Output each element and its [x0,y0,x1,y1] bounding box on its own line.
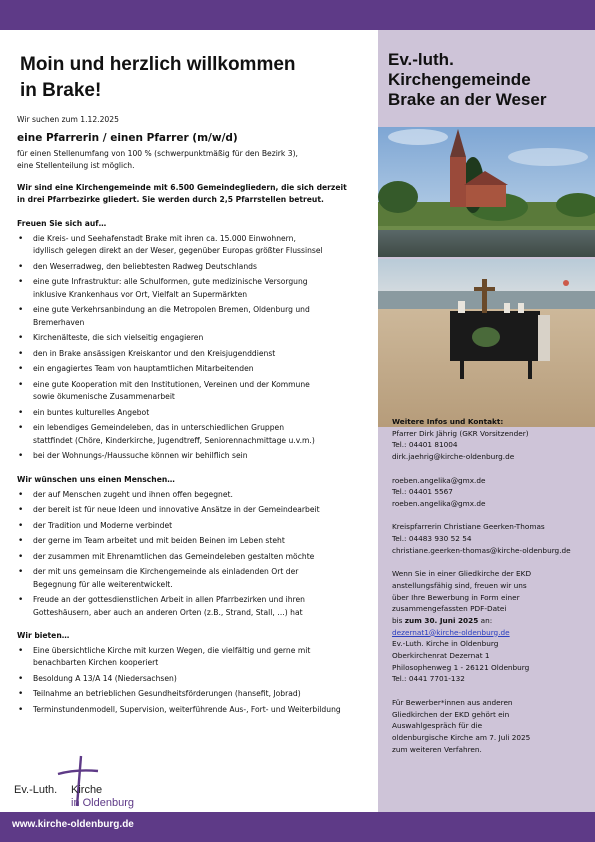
list-item-text: sowie ökumenische Zusammenarbeit [33,392,175,402]
contact-phone: Tel.: 04401 5567 [392,487,453,497]
list-item [17,450,373,463]
list-item-text: Freude an der gottesdienstlichen Arbeit in allen Pfarrbezirken und ihren [33,595,305,605]
intro-line: Wir sind eine Kirchengemeinde mit 6.500 Gemeindegliedern, die sich derzeit [17,182,347,192]
list-item-text: eine gute Kooperation mit den Institutionen, Vereinen und der Kommune [33,379,310,389]
list-item-text: Terminstundenmodell, Supervision, weiterführende Aus-, Fort- und Weiterbildung [33,704,341,714]
apply-text: an: [478,615,493,625]
offer-list [17,233,373,463]
wish-heading: Wir wünschen uns einen Menschen… [17,474,175,484]
list-item [17,673,373,686]
list-item-text: stattfindet (Chöre, Kinderkirche, Jugendtreff, Seniorennachmittage u.v.m.) [33,435,315,445]
note-text: Gliedkirchen der EKD gehört ein [392,709,510,719]
church-by-pond-photo [378,127,595,257]
address-line: Philosophenweg 1 - 26121 Oldenburg [392,662,530,672]
list-item [17,594,373,619]
list-item [17,645,373,670]
logo-text-3: in Oldenburg [71,797,134,809]
note-text: Auswahlgespräch für die [392,721,483,731]
list-item [17,566,373,591]
apply-text: Wenn Sie in einer Gliedkirche der EKD [392,569,532,579]
list-item [17,276,373,301]
list-item-text: Kirchenälteste, die sich vielseitig engagieren [33,333,204,343]
contact-block [392,416,592,755]
list-item-text: ein lebendiges Gemeindeleben, das in unterschiedlichen Gruppen [33,423,285,433]
list-item-text: den Weserradweg, den beliebtesten Radweg Deutschlands [33,261,257,271]
apply-text: bis [392,615,405,625]
intro-line: in drei Pfarrbezirke gliedert. Sie werden durch 2,5 Pfarrstellen betreut. [17,195,324,205]
seek-date: Wir suchen zum 1.12.2025 [17,115,119,124]
list-item-text: Teilnahme an betrieblichen Gesundheitsförderungen (hansefit, Jobrad) [33,689,301,699]
title-line-1: Moin und herzlich willkommen [20,54,296,75]
beach-altar-photo [378,259,595,427]
list-item [17,304,373,329]
list-item-text: der Tradition und Moderne verbindet [33,520,173,530]
scope-line: eine Stellenteilung ist möglich. [17,161,135,171]
list-item-text: der mit uns gemeinsam die Kirchengemeinde als einladenden Ort der [33,566,299,576]
list-item-text: den in Brake ansässigen Kreiskantor und den Kreisjugenddienst [33,348,276,358]
list-item [17,704,373,717]
sidebar [378,30,595,812]
address-line: Ev.-Luth. Kirche in Oldenburg [392,639,499,649]
contact-email[interactable]: roeben.angelika@gmx.de [392,475,486,485]
list-item-text: der zusammen mit Ehrenamtlichen das Gemeindeleben gestalten möchte [33,551,315,561]
list-item [17,535,373,548]
contact-phone: Tel.: 04401 81004 [392,440,458,450]
footer-website-link[interactable]: www.kirche-oldenburg.de [12,819,134,830]
contact-email[interactable]: christiane.geerken-thomas@kirche-oldenburg.de [392,545,571,555]
list-item [17,332,373,345]
apply-text: zusammengefassten PDF-Datei [392,604,507,614]
list-item-text: der auf Menschen zugeht und ihnen offen begegnet. [33,489,233,499]
list-item-text: inklusive Krankenhaus vor Ort, Vielfalt an Supermärkten [33,289,248,299]
job-text [17,114,373,719]
church-logo [14,754,154,810]
job-title: eine Pfarrerin / einen Pfarrer (m/w/d) [17,131,238,144]
wish-list [17,489,373,620]
note-text: oldenburgische Kirche am 7. Juli 2025 [392,732,531,742]
list-item [17,520,373,533]
offer-heading: Freuen Sie sich auf… [17,218,107,228]
logo-text-1: Ev.-Luth. [14,784,58,796]
list-item [17,233,373,258]
address-line: Oberkirchenrat Dezernat 1 [392,651,490,661]
note-text: zum weiteren Verfahren. [392,744,482,754]
list-item-text: Besoldung A 13/A 14 (Niedersachsen) [33,673,177,683]
list-item-text: Bremerhaven [33,317,85,327]
note-text: Für Bewerber*innen aus anderen [392,697,513,707]
congregation-title-line: Kirchengemeinde [388,70,531,89]
top-bar [0,0,595,30]
page-title [20,52,360,104]
list-item-text: eine gute Infrastruktur: alle Schulformen, gute medizinische Versorgung [33,277,308,287]
list-item [17,688,373,701]
list-item [17,489,373,502]
offer-benefits-heading: Wir bieten… [17,631,70,641]
list-item [17,551,373,564]
footer-bar [0,812,595,842]
contact-heading: Weitere Infos und Kontakt: [392,417,504,426]
list-item-text: Eine übersichtliche Kirche mit kurzen Wegen, die vielfältig und gerne mit [33,645,311,655]
list-item-text: Gotteshäusern, aber auch an anderen Orten (z.B., Strand, Stall, …) hat [33,607,303,617]
list-item [17,261,373,274]
title-line-2: in Brake! [20,80,102,101]
list-item [17,504,373,517]
list-item-text: bei der Wohnungs-/Haussuche können wir behilflich sein [33,451,248,461]
apply-email-link[interactable]: dezernat1@kirche-oldenburg.de [392,627,510,637]
list-item-text: idyllisch gelegen direkt an der Weser, gegenüber Europas größter Flussinsel [33,246,323,256]
apply-text: anstellungsfähig sind, freuen wir uns [392,580,527,590]
list-item-text: der gerne im Team arbeitet und mit beiden Beinen im Leben steht [33,536,285,546]
congregation-title [388,50,588,110]
list-item-text: Begegnung für alle weiterentwickelt. [33,579,173,589]
scope-line: für einen Stellenumfang von 100 % (schwerpunktmäßig für den Bezirk 3), [17,148,298,158]
logo-text-2: Kirche [71,784,103,796]
contact-name: Pfarrer Dirk Jährig (GKR Vorsitzender) [392,428,529,438]
list-item [17,407,373,420]
main-column [0,30,378,812]
list-item [17,363,373,376]
apply-deadline-line [392,615,592,627]
contact-phone: Tel.: 04483 930 52 54 [392,534,472,543]
list-item-text: eine gute Verkehrsanbindung an die Metropolen Bremen, Oldenburg und [33,305,310,315]
list-item [17,422,373,447]
contact-name: Kreispfarrerin Christiane Geerken-Thomas [392,522,545,532]
apply-text: über Ihre Bewerbung in Form einer [392,592,520,602]
list-item-text: der bereit ist für neue Ideen und innovative Ansätze in der Gemeindearbeit [33,505,320,515]
list-item [17,379,373,404]
congregation-title-line: Brake an der Weser [388,90,547,109]
benefits-list [17,645,373,717]
congregation-title-line: Ev.-luth. [388,50,454,69]
list-item-text: die Kreis- und Seehafenstadt Brake mit ihren ca. 15.000 Einwohnern, [33,233,296,243]
address-phone: Tel.: 0441 7701-132 [392,674,465,684]
apply-deadline: zum 30. Juni 2025 [404,615,479,625]
list-item-text: ein engagiertes Team von hauptamtlichen Mitarbeitenden [33,364,254,374]
list-item-text: ein buntes kulturelles Angebot [33,407,150,417]
contact-email[interactable]: dirk.jaehrig@kirche-oldenburg.de [392,452,515,462]
contact-email[interactable]: roeben.angelika@gmx.de [392,498,486,508]
list-item [17,348,373,361]
list-item-text: benachbarten Kirchen kooperiert [33,658,159,668]
